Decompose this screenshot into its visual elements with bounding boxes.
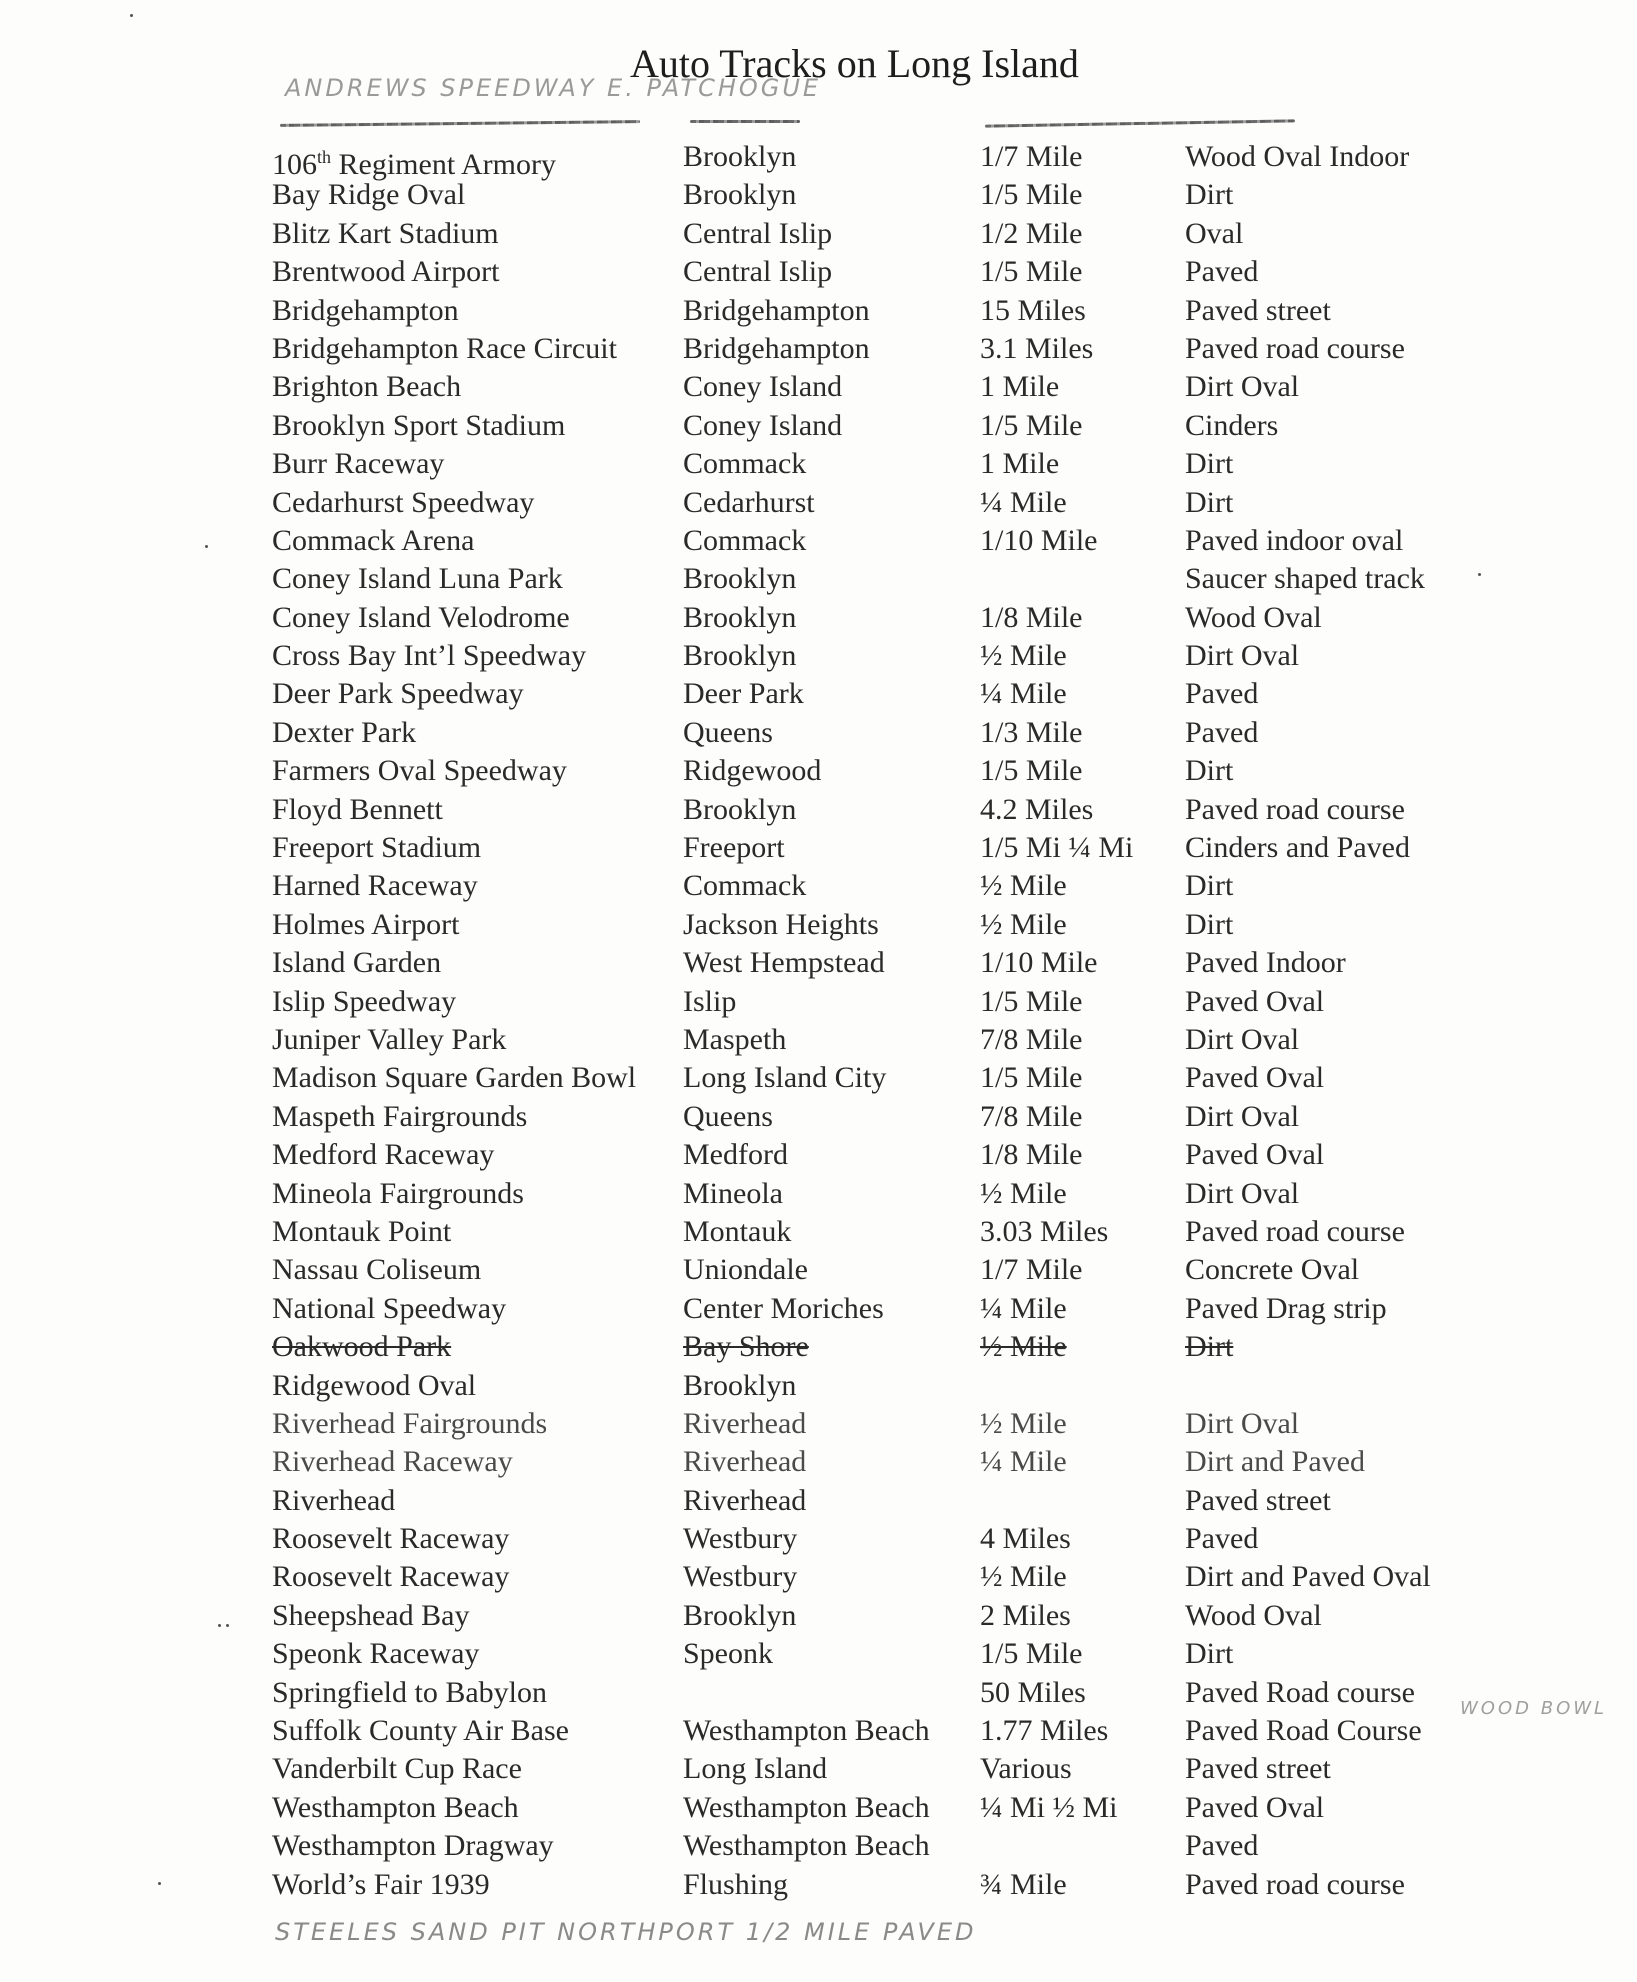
scribble-strike [985,119,1295,127]
table-row [0,1213,1637,1251]
table-row [0,791,1637,829]
table-row [0,1789,1637,1827]
track-length: ½ Mile [980,1560,1067,1594]
track-name: Montauk Point [272,1214,452,1248]
track-location: Mineola [683,1176,783,1210]
table-row [0,1866,1637,1904]
track-location: West Hempstead [683,946,885,980]
track-type: Cinders and Paved [1185,831,1410,865]
track-length: Various [980,1752,1072,1786]
track-location: Bridgehampton [683,331,870,365]
track-length: ¼ Mile [980,1291,1067,1325]
track-location: Coney Island [683,370,843,404]
track-length: ½ Mile [980,869,1067,903]
track-type: Paved Drag strip [1185,1291,1387,1325]
track-name: Harned Raceway [272,869,478,903]
track-location: Westhampton Beach [683,1714,930,1748]
table-row [0,176,1637,214]
track-length: 1/8 Mile [980,600,1083,634]
table-row [0,637,1637,675]
track-type: Paved road course [1185,1867,1405,1901]
track-length: 1/5 Mile [980,178,1083,212]
table-row [0,1290,1637,1328]
track-length: 50 Miles [980,1675,1086,1709]
handwritten-note-top: ANDREWS SPEEDWAY E. PATCHOGUE [285,74,822,102]
table-row [0,407,1637,445]
track-name: Bridgehampton [272,293,459,327]
track-length: ½ Mile [980,639,1067,673]
track-type: Cinders [1185,408,1279,442]
track-name: Madison Square Garden Bowl [272,1061,637,1095]
paper-speck [218,1624,221,1627]
track-type: Wood Oval Indoor [1185,140,1410,173]
track-name: Roosevelt Raceway [272,1522,510,1556]
track-location: Brooklyn [683,792,797,826]
table-row [0,1750,1637,1788]
handwritten-note-bottom: STEELES SAND PIT NORTHPORT 1/2 MILE PAVED [275,1918,977,1946]
track-location: Queens [683,1099,773,1133]
track-name: Vanderbilt Cup Race [272,1752,522,1786]
track-type: Dirt Oval [1185,1099,1300,1133]
table-row [0,944,1637,982]
track-type: Paved Indoor [1185,946,1346,980]
track-location: Flushing [683,1867,789,1901]
table-row [0,1443,1637,1481]
track-name: Riverhead Raceway [272,1445,513,1479]
track-location: Brooklyn [683,178,797,212]
track-length: 1/8 Mile [980,1138,1083,1172]
track-name: Speonk Raceway [272,1637,480,1671]
page-title: Auto Tracks on Long Island [630,41,1079,86]
track-length: 2 Miles [980,1598,1071,1632]
track-length: ½ Mile [980,1406,1067,1440]
track-name: Juniper Valley Park [272,1022,507,1056]
track-name: Ridgewood Oval [272,1368,477,1402]
tracks-table [0,138,1637,1904]
track-length: ¼ Mi ½ Mi [980,1790,1118,1824]
table-row [0,522,1637,560]
table-row [0,829,1637,867]
track-name: Commack Arena [272,523,475,557]
track-length: 7/8 Mile [980,1022,1083,1056]
track-location: Westhampton Beach [683,1829,930,1863]
track-type: Dirt Oval [1185,1176,1300,1210]
track-type: Dirt Oval [1185,639,1300,673]
track-name: Medford Raceway [272,1138,495,1172]
table-row [0,906,1637,944]
table-row [0,1251,1637,1289]
track-location: Brooklyn [683,639,797,673]
track-type: Paved road course [1185,331,1405,365]
scribble-strike [690,120,800,123]
track-length: ¼ Mile [980,1445,1067,1479]
track-location: Commack [683,447,807,481]
track-length: ¼ Mile [980,677,1067,711]
track-name: Farmers Oval Speedway [272,754,567,788]
track-length: 1/5 Mile [980,754,1083,788]
track-type: Dirt [1185,485,1234,519]
track-length: 1 Mile [980,370,1060,404]
track-name: Dexter Park [272,715,417,749]
table-row [0,1597,1637,1635]
track-type: Paved [1185,255,1259,289]
track-length: 4.2 Miles [980,792,1094,826]
track-length: 1/3 Mile [980,715,1083,749]
paper-speck [226,1624,229,1627]
track-location: Central Islip [683,216,833,250]
track-length: 1 Mile [980,447,1060,481]
track-type: Dirt [1185,754,1234,788]
track-type: Paved road course [1185,792,1405,826]
track-length: 7/8 Mile [980,1099,1083,1133]
track-name: Cross Bay Int’l Speedway [272,639,587,673]
track-location: Bridgehampton [683,293,870,327]
track-name: Brighton Beach [272,370,462,404]
track-type: Paved Oval [1185,1138,1325,1172]
table-row [0,1021,1637,1059]
table-row [0,1059,1637,1097]
paper-speck [1478,573,1481,576]
track-name: Suffolk County Air Base [272,1714,569,1748]
track-name: Riverhead Fairgrounds [272,1406,548,1440]
track-type: Wood Oval [1185,1598,1322,1632]
track-type: Paved street [1185,293,1331,327]
track-length: ¾ Mile [980,1867,1067,1901]
track-name: Springfield to Babylon [272,1675,547,1709]
track-length: ¼ Mile [980,485,1067,519]
track-type: Paved Oval [1185,984,1325,1018]
track-name: Blitz Kart Stadium [272,216,499,250]
table-row [0,1635,1637,1673]
table-row [0,1175,1637,1213]
track-type: Dirt and Paved Oval [1185,1560,1431,1594]
track-location: Westbury [683,1522,798,1556]
track-name: Sheepshead Bay [272,1598,470,1632]
track-name: Bridgehampton Race Circuit [272,331,617,365]
track-name: Bay Ridge Oval [272,178,466,212]
track-location: Cedarhurst [683,485,815,519]
track-name: Brentwood Airport [272,255,500,289]
track-type: Paved road course [1185,1214,1405,1248]
track-location: Bay Shore [683,1330,809,1364]
track-location: Coney Island [683,408,843,442]
track-length: 1/5 Mile [980,255,1083,289]
track-location: Ridgewood [683,754,822,788]
track-type: Dirt [1185,447,1234,481]
track-location: Commack [683,523,807,557]
track-name: Oakwood Park [272,1330,452,1364]
track-type: Dirt [1185,178,1234,212]
track-name: Riverhead [272,1483,396,1517]
track-type: Paved street [1185,1483,1331,1517]
track-location: Medford [683,1138,788,1172]
track-length: 3.03 Miles [980,1214,1109,1248]
track-name: Mineola Fairgrounds [272,1176,524,1210]
table-row [0,1558,1637,1596]
track-location: Brooklyn [683,1598,797,1632]
track-length: ½ Mile [980,1330,1067,1364]
track-location: Queens [683,715,773,749]
table-row [0,330,1637,368]
track-location: Center Moriches [683,1291,884,1325]
paper-speck [205,545,208,548]
track-length: ½ Mile [980,1176,1067,1210]
track-name: Roosevelt Raceway [272,1560,510,1594]
track-length: 1/5 Mile [980,408,1083,442]
track-type: Dirt [1185,1330,1234,1364]
table-row [0,560,1637,598]
track-location: Jackson Heights [683,907,879,941]
table-row [0,983,1637,1021]
table-row [0,599,1637,637]
table-row [0,1712,1637,1750]
track-name: Coney Island Velodrome [272,600,570,634]
track-location: Central Islip [683,255,833,289]
table-row [0,714,1637,752]
track-location: Brooklyn [683,140,797,173]
handwritten-note-side: WOOD BOWL [1460,1698,1608,1719]
track-type: Paved Road Course [1185,1714,1422,1748]
track-location: Islip [683,984,737,1018]
table-row [0,675,1637,713]
track-name: National Speedway [272,1291,507,1325]
table-row [0,1482,1637,1520]
track-name: Brooklyn Sport Stadium [272,408,566,442]
track-name: Westhampton Dragway [272,1829,554,1863]
track-type: Paved Oval [1185,1061,1325,1095]
track-location: Speonk [683,1637,773,1671]
track-location: Freeport [683,831,785,865]
track-location: Maspeth [683,1022,787,1056]
track-name: Island Garden [272,946,442,980]
track-type: Paved [1185,715,1259,749]
table-row [0,1405,1637,1443]
track-type: Dirt and Paved [1185,1445,1365,1479]
table-row [0,253,1637,291]
table-row [0,292,1637,330]
track-type: Saucer shaped track [1185,562,1425,596]
table-row [0,368,1637,406]
track-type: Paved [1185,677,1259,711]
table-row [0,1098,1637,1136]
track-location: Brooklyn [683,562,797,596]
track-type: Oval [1185,216,1244,250]
track-type: Dirt [1185,907,1234,941]
track-type: Dirt [1185,1637,1234,1671]
paper-speck [158,1882,161,1885]
scribble-strike [280,120,640,127]
track-length: 15 Miles [980,293,1086,327]
track-type: Dirt Oval [1185,370,1300,404]
track-location: Montauk [683,1214,792,1248]
track-location: Uniondale [683,1253,808,1287]
track-length: 4 Miles [980,1522,1071,1556]
track-type: Paved street [1185,1752,1331,1786]
paper-speck [130,14,133,17]
track-type: Paved [1185,1522,1259,1556]
track-location: Commack [683,869,807,903]
table-row [0,1520,1637,1558]
track-type: Paved Oval [1185,1790,1325,1824]
track-length: 1/5 Mile [980,984,1083,1018]
track-name: Holmes Airport [272,907,460,941]
track-location: Westbury [683,1560,798,1594]
track-type: Wood Oval [1185,600,1322,634]
table-row [0,215,1637,253]
track-length: 3.1 Miles [980,331,1094,365]
track-name: Islip Speedway [272,984,457,1018]
track-location: Riverhead [683,1483,807,1517]
track-location: Brooklyn [683,1368,797,1402]
track-type: Concrete Oval [1185,1253,1360,1287]
track-name: Westhampton Beach [272,1790,519,1824]
track-location: Long Island [683,1752,828,1786]
track-name: Freeport Stadium [272,831,482,865]
table-row [0,484,1637,522]
track-length: 1/2 Mile [980,216,1083,250]
track-type: Paved [1185,1829,1259,1863]
track-length: 1/10 Mile [980,523,1098,557]
track-name: Coney Island Luna Park [272,562,563,596]
track-location: Riverhead [683,1445,807,1479]
track-name: Cedarhurst Speedway [272,485,535,519]
track-length: 1.77 Miles [980,1714,1109,1748]
table-row [0,1367,1637,1405]
table-row [0,867,1637,905]
table-row [0,138,1637,181]
table-row [0,1827,1637,1865]
track-location: Long Island City [683,1061,887,1095]
track-length: 1/5 Mi ¼ Mi [980,831,1134,865]
track-length: 1/7 Mile [980,140,1083,173]
track-name: Nassau Coliseum [272,1253,482,1287]
track-length: 1/5 Mile [980,1637,1083,1671]
table-row [0,1328,1637,1366]
track-name: Burr Raceway [272,447,445,481]
track-length: 1/7 Mile [980,1253,1083,1287]
track-name: Deer Park Speedway [272,677,524,711]
table-row [0,752,1637,790]
track-name: World’s Fair 1939 [272,1867,490,1901]
track-location: Riverhead [683,1406,807,1440]
track-length: ½ Mile [980,907,1067,941]
table-row [0,1136,1637,1174]
track-location: Deer Park [683,677,804,711]
track-length: 1/10 Mile [980,946,1098,980]
track-type: Paved Road course [1185,1675,1415,1709]
track-location: Westhampton Beach [683,1790,930,1824]
table-row [0,445,1637,483]
track-type: Paved indoor oval [1185,523,1404,557]
track-type: Dirt [1185,869,1234,903]
track-name: Floyd Bennett [272,792,443,826]
track-name: 106th Regiment Armory [272,147,556,181]
track-location: Brooklyn [683,600,797,634]
track-name: Maspeth Fairgrounds [272,1099,528,1133]
track-type: Dirt Oval [1185,1406,1300,1440]
table-row [0,1674,1637,1712]
track-type: Dirt Oval [1185,1022,1300,1056]
track-length: 1/5 Mile [980,1061,1083,1095]
